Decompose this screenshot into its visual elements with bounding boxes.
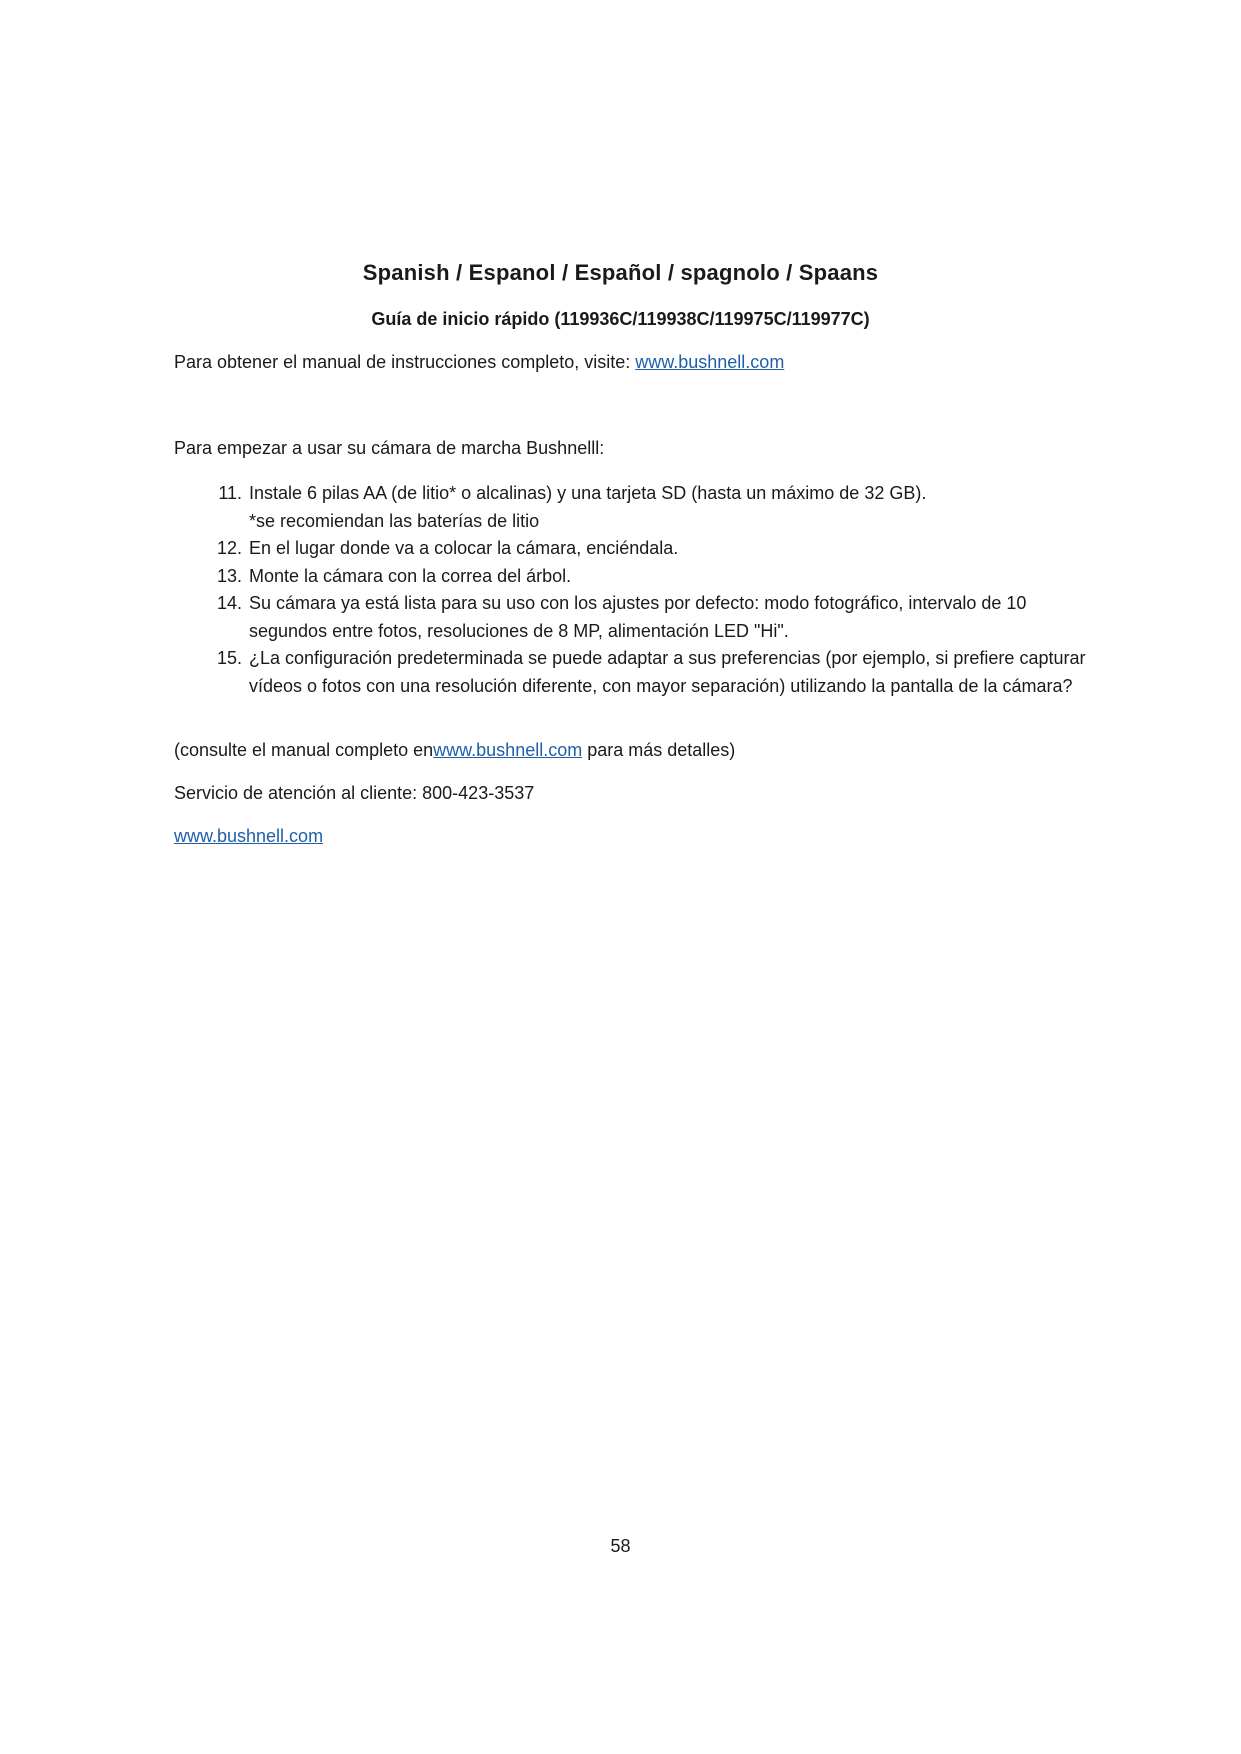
intro-link[interactable]: www.bushnell.com (635, 352, 785, 372)
step-number: 15. (216, 648, 242, 668)
step-number: 12. (216, 538, 242, 558)
list-item (206, 535, 1086, 563)
step-text: Su cámara ya está lista para su uso con los ajustes por defecto: modo fotográfico, intervalo de 10 segundos entre fotos, resoluciones de 8 MP, alimentación LED "Hi". (249, 593, 1027, 641)
page-number: 58 (610, 1536, 631, 1556)
list-item (206, 480, 1086, 535)
footer-link[interactable]: www.bushnell.com (174, 826, 324, 846)
step-text: Instale 6 pilas AA (de litio* o alcalinas) y una tarjeta SD (hasta un máximo de 32 GB). (249, 483, 927, 503)
consult-text-before: (consulte el manual completo en (174, 740, 434, 760)
step-note: *se recomiendan las baterías de litio (249, 510, 540, 531)
list-item (206, 590, 1086, 645)
step-text: ¿La configuración predeterminada se puede adaptar a sus preferencias (por ejemplo, si prefiere capturar vídeos o fotos con una resolución diferente, con mayor separación) utilizando la pantalla de la cámara? (249, 648, 1086, 696)
intro-paragraph (174, 352, 784, 373)
consult-paragraph (174, 740, 735, 761)
page-title: Spanish / Espanol / Español / spagnolo / Spaans (362, 260, 879, 285)
list-item (206, 563, 1086, 591)
intro-text: Para obtener el manual de instrucciones completo, visite: (174, 352, 636, 372)
page-subtitle: Guía de inicio rápido (119936C/119938C/119975C/119977C) (371, 309, 870, 329)
footer-link-line (174, 826, 323, 847)
step-text: En el lugar donde va a colocar la cámara, enciéndala. (249, 538, 679, 558)
customer-service: Servicio de atención al cliente: 800-423-3537 (174, 783, 535, 803)
consult-link[interactable]: www.bushnell.com (433, 740, 583, 760)
step-number: 13. (216, 565, 242, 586)
list-item (206, 645, 1086, 700)
step-number: 14. (216, 593, 242, 613)
step-number: 11. (218, 483, 242, 503)
consult-text-after: para más detalles) (582, 740, 736, 760)
step-text: Monte la cámara con la correa del árbol. (249, 565, 572, 586)
lead-paragraph: Para empezar a usar su cámara de marcha Bushnelll: (174, 438, 605, 458)
steps-list (206, 480, 1086, 700)
